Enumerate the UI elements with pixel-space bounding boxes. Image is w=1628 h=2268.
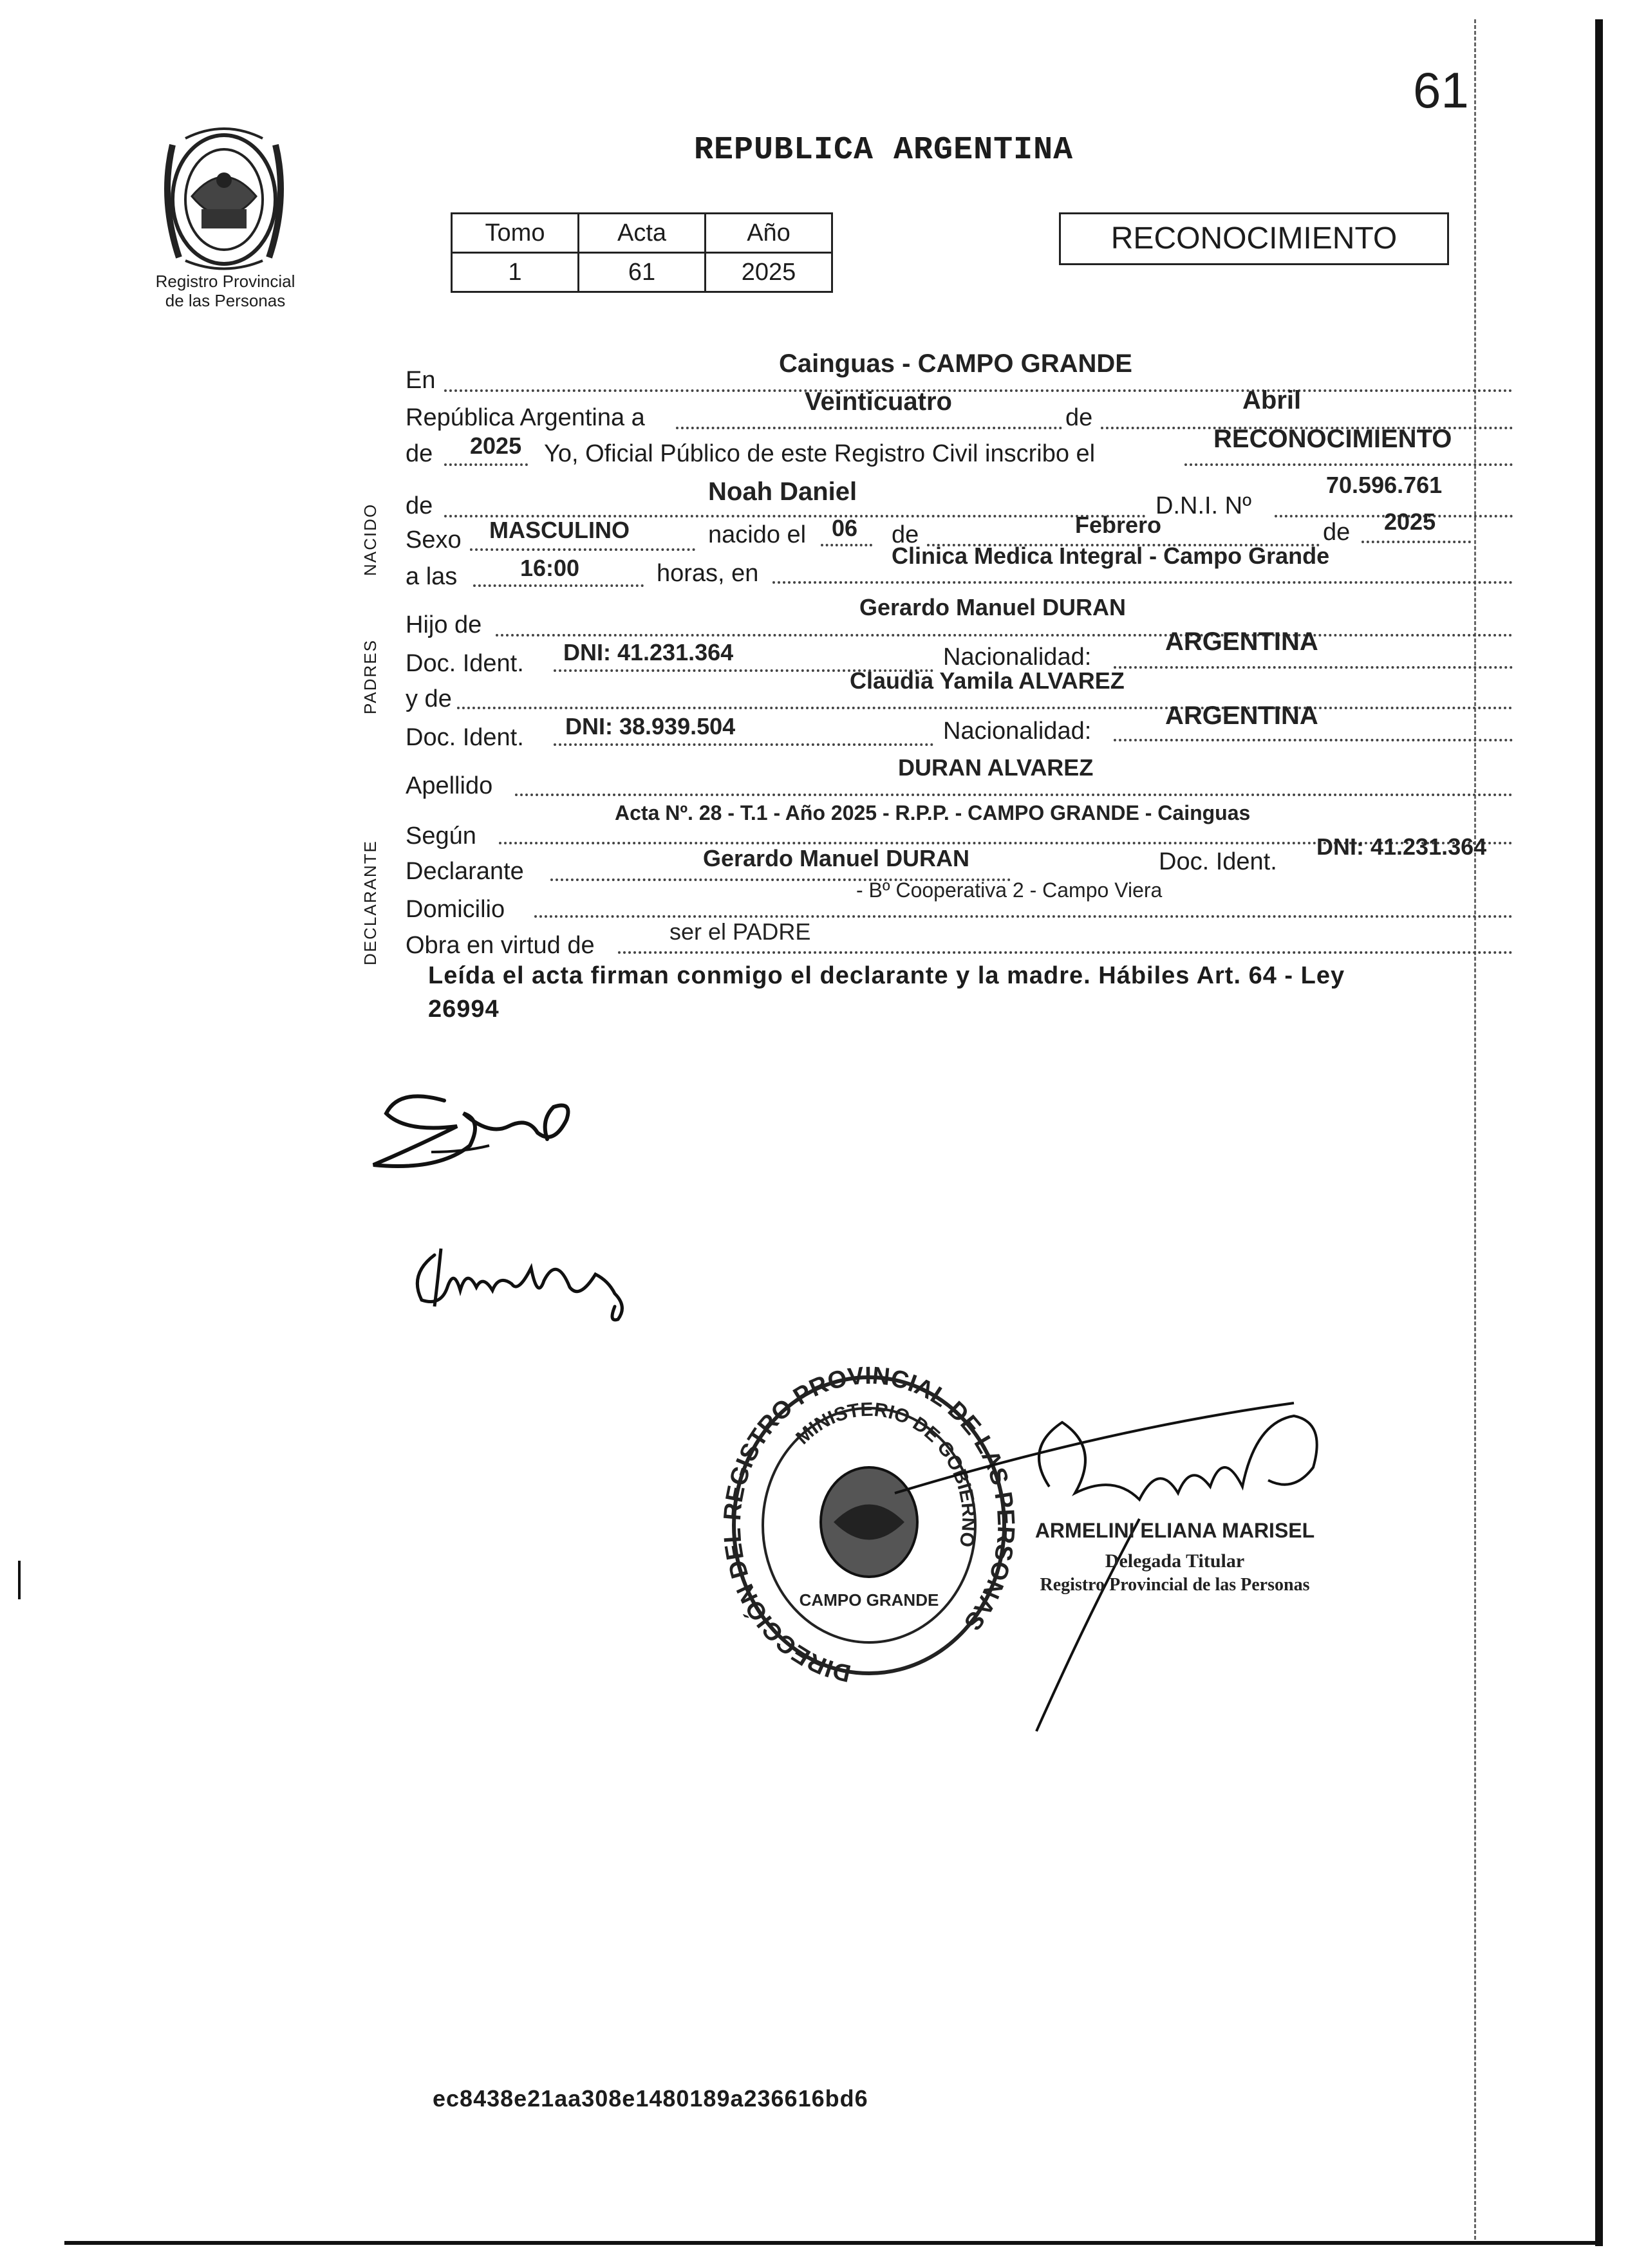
label-doc-ident-father: Doc. Ident.	[406, 650, 524, 677]
label-nacionalidad-father: Nacionalidad:	[943, 644, 1092, 671]
label-hijo-de: Hijo de	[406, 611, 482, 638]
left-edge-mark	[18, 1561, 21, 1599]
record-type-box: RECONOCIMIENTO	[1059, 212, 1449, 265]
label-de-mes: de	[892, 521, 919, 548]
label-en: En	[406, 367, 436, 394]
label-official: Yo, Oficial Público de este Registro Civil inscribo el	[544, 440, 1096, 467]
leader-dots	[1184, 463, 1513, 466]
anio-value: 2025	[706, 253, 832, 292]
label-doc-ident-mother: Doc. Ident.	[406, 724, 524, 751]
org-line-2: de las Personas	[165, 291, 286, 310]
right-dashed-line	[1474, 19, 1476, 2240]
label-de: de	[1065, 404, 1093, 431]
label-obra: Obra en virtud de	[406, 932, 595, 959]
closing-line-1: Leída el acta firman conmigo el declarante y la madre. Hábiles Art. 64 - Ley	[428, 962, 1345, 989]
leader-dots	[470, 548, 695, 551]
label-apellido: Apellido	[406, 772, 493, 799]
value-according-to: Acta Nº. 28 - T.1 - Año 2025 - R.P.P. - CAMPO GRANDE - Cainguas	[615, 801, 1251, 824]
section-label-declarante: DECLARANTE	[360, 840, 380, 965]
label-domicilio: Domicilio	[406, 896, 505, 923]
leader-dots	[515, 794, 1513, 796]
leader-dots	[1361, 541, 1471, 543]
registry-org-label	[129, 272, 322, 310]
bottom-border-line	[64, 2241, 1603, 2245]
section-label-nacido: NACIDO	[360, 503, 380, 576]
registry-header-row	[452, 214, 832, 253]
mother-signature-icon	[402, 1229, 660, 1326]
anio-header: Año	[706, 214, 832, 253]
value-mother-nationality: ARGENTINA	[1165, 702, 1318, 730]
label-nacido-el: nacido el	[708, 521, 807, 548]
official-org: Registro Provincial de las Personas	[1040, 1575, 1310, 1595]
leader-dots	[534, 915, 1513, 918]
value-father-name: Gerardo Manuel DURAN	[859, 594, 1127, 620]
value-birth-time: 16:00	[520, 555, 580, 581]
value-day-words: Veinticuatro	[805, 387, 952, 416]
leader-dots	[1114, 666, 1513, 669]
leader-dots	[554, 743, 933, 746]
leader-dots	[772, 581, 1513, 584]
label-a-las: a las	[406, 563, 458, 590]
value-sex: MASCULINO	[489, 517, 630, 543]
value-year: 2025	[470, 432, 522, 459]
value-surname: DURAN ALVAREZ	[898, 754, 1094, 781]
provincial-emblem-icon	[147, 119, 301, 280]
label-declarante: Declarante	[406, 858, 524, 885]
leader-dots	[444, 389, 1513, 392]
value-declarant-name: Gerardo Manuel DURAN	[703, 845, 970, 871]
label-horas-en: horas, en	[657, 560, 759, 587]
label-dni: D.N.I. Nº	[1156, 492, 1251, 519]
closing-statement	[428, 959, 1490, 1026]
document-hash: ec8438e21aa308e1480189a236616bd6	[433, 2085, 868, 2112]
page-number: 61	[1413, 62, 1469, 118]
stamp-outer-text: DIRECCIÓN DEL REGISTRO PROVINCIAL DE LAS PERSONAS	[718, 1362, 1020, 1687]
value-birth-year: 2025	[1384, 508, 1436, 535]
leader-dots	[1114, 739, 1513, 741]
label-y-de: y de	[406, 685, 452, 712]
label-de-name: de	[406, 492, 433, 519]
official-stamp-icon	[718, 1362, 1020, 1687]
declarant-signature-icon	[360, 1075, 592, 1191]
leader-dots	[676, 427, 1062, 429]
stamp-inner-text: MINISTERIO DE GOBIERNO	[792, 1399, 980, 1549]
leader-dots	[444, 463, 528, 466]
acta-header: Acta	[579, 214, 706, 253]
tomo-value: 1	[452, 253, 579, 292]
leader-dots	[618, 951, 1513, 954]
label-segun: Según	[406, 823, 476, 850]
value-child-name: Noah Daniel	[708, 478, 857, 506]
section-label-padres: PADRES	[360, 639, 380, 714]
official-signature-block	[1020, 1519, 1329, 1595]
value-month: Abril	[1242, 386, 1302, 414]
closing-line-2: 26994	[428, 996, 500, 1023]
value-father-doc: DNI: 41.231.364	[563, 639, 734, 665]
stamp-bottom-text: CAMPO GRANDE	[799, 1590, 939, 1610]
value-father-nationality: ARGENTINA	[1165, 627, 1318, 656]
leader-dots	[457, 707, 1513, 709]
right-border-line	[1595, 19, 1603, 2246]
value-record: RECONOCIMIENTO	[1213, 425, 1452, 453]
label-de-anio: de	[1323, 519, 1351, 546]
label-republica: República Argentina a	[406, 404, 645, 431]
value-mother-doc: DNI: 38.939.504	[565, 713, 736, 739]
value-birth-month: Febrero	[1075, 512, 1162, 538]
label-nacionalidad-mother: Nacionalidad:	[943, 718, 1092, 745]
tomo-header: Tomo	[452, 214, 579, 253]
document-title: REPUBLICA ARGENTINA	[694, 132, 1074, 169]
value-place: Cainguas - CAMPO GRANDE	[779, 349, 1132, 378]
label-doc-ident-declarant: Doc. Ident.	[1159, 848, 1277, 875]
leader-dots	[821, 544, 872, 546]
label-de-year: de	[406, 440, 433, 467]
leader-dots	[473, 584, 644, 587]
registry-value-row	[452, 253, 832, 292]
value-child-dni: 70.596.761	[1326, 472, 1443, 498]
value-declarant-doc: DNI: 41.231.364	[1316, 833, 1487, 860]
value-birth-day: 06	[832, 515, 858, 541]
registry-table	[451, 212, 833, 293]
acta-value: 61	[579, 253, 706, 292]
value-mother-name: Claudia Yamila ALVAREZ	[850, 667, 1125, 694]
value-address: - Bº Cooperativa 2 - Campo Viera	[856, 878, 1163, 902]
value-by-virtue: ser el PADRE	[669, 918, 811, 945]
value-birth-place: Clinica Medica Integral - Campo Grande	[892, 543, 1330, 569]
official-role: Delegada Titular	[1105, 1550, 1245, 1572]
label-sexo: Sexo	[406, 526, 462, 553]
leader-dots	[496, 634, 1513, 637]
org-line-1: Registro Provincial	[155, 272, 295, 291]
official-name: ARMELINI ELIANA MARISEL	[1034, 1519, 1315, 1542]
